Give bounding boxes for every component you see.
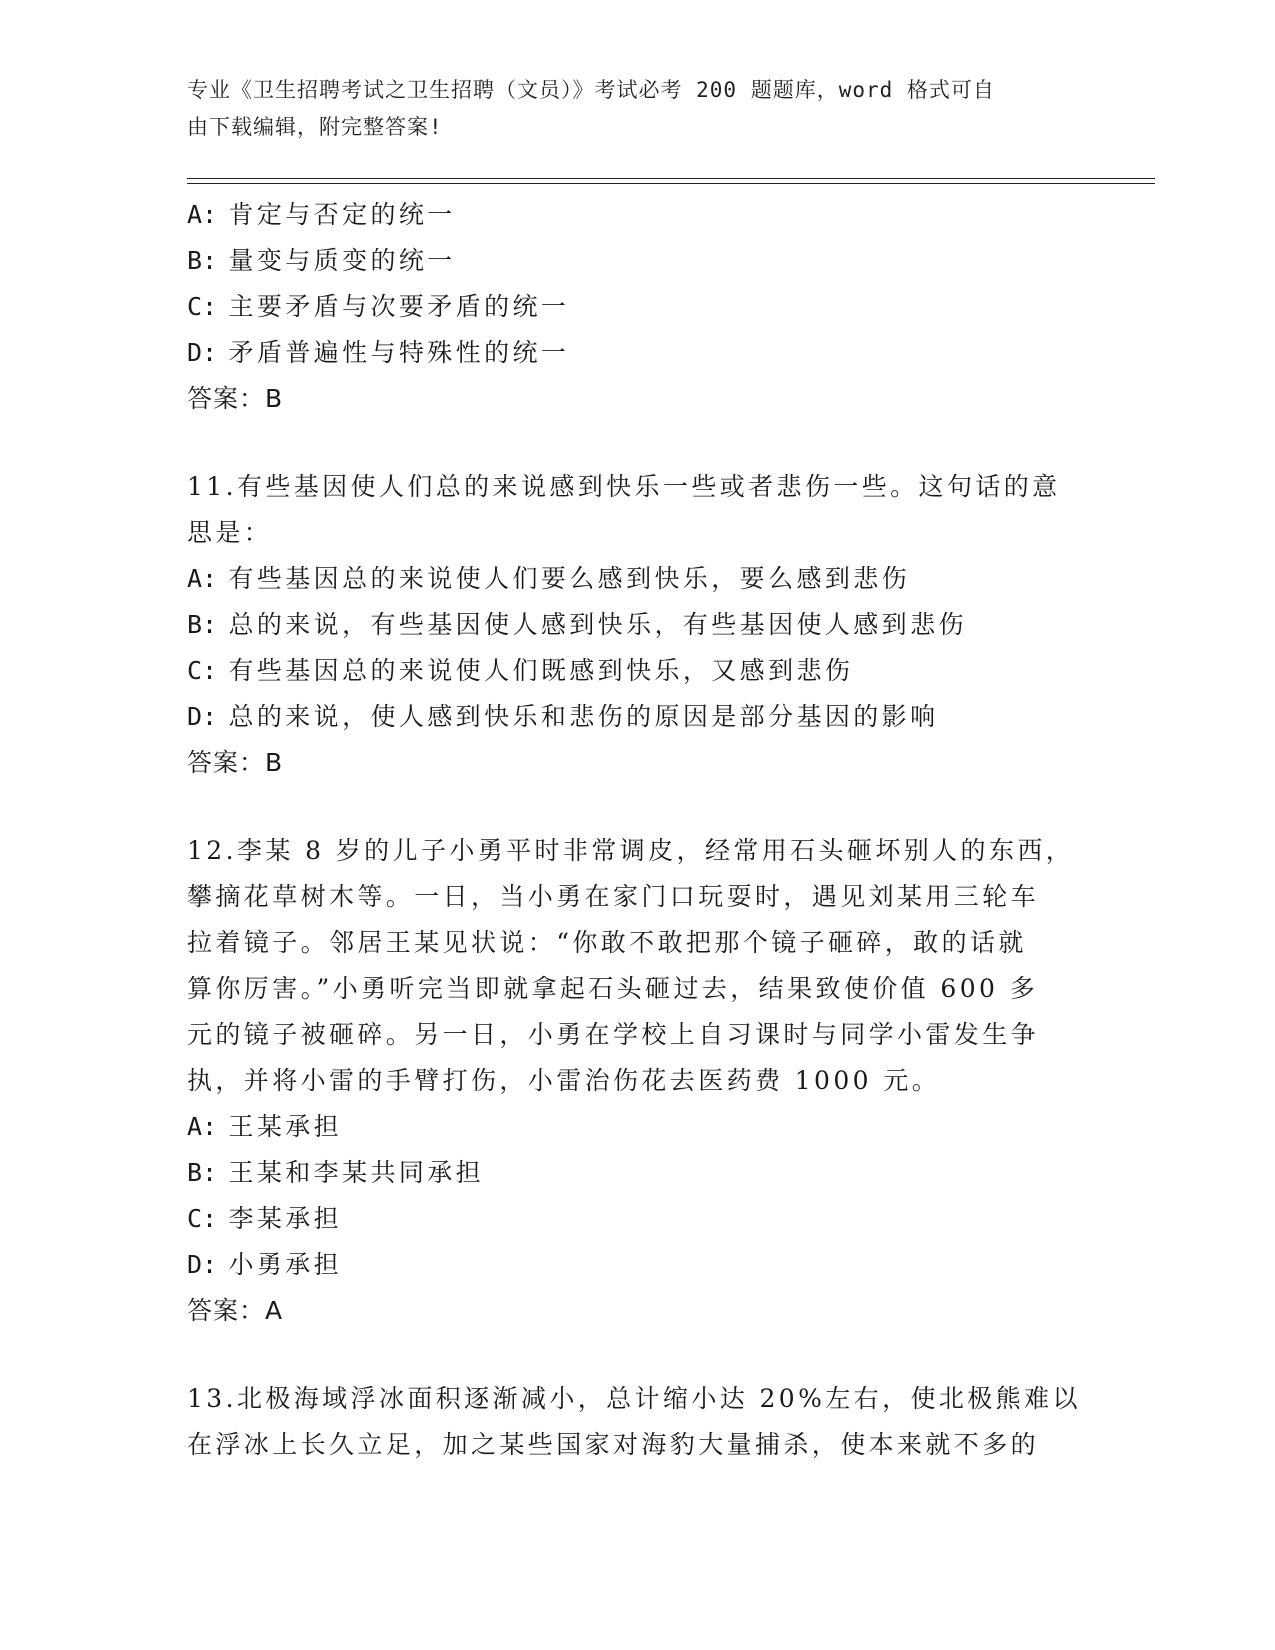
option-c: C: 主要矛盾与次要矛盾的统一 [187,292,570,321]
question-12 [187,828,1075,1334]
option-d: D: 小勇承担 [187,1250,343,1279]
stem-line: 执，并将小雷的手臂打伤，小雷治伤花去医药费 1000 元。 [187,1066,941,1095]
answer: 答案：B [187,384,284,413]
stem-line: 攀摘花草树木等。一日，当小勇在家门口玩耍时，遇见刘某用三轮车 [187,882,1040,911]
question-11 [187,464,1067,786]
option-a: A: 王某承担 [187,1112,343,1141]
stem-line: 在浮冰上长久立足，加之某些国家对海豹大量捕杀，使本来就不多的 [187,1430,1040,1459]
answer: 答案：A [187,1296,284,1325]
stem-line: 11.有些基因使人们总的来说感到快乐一些或者悲伤一些。这句话的意 [187,472,1061,501]
question-stem [187,828,1075,1104]
option-a: A: 有些基因总的来说使人们要么感到快乐，要么感到悲伤 [187,564,911,593]
option-a: A: 肯定与否定的统一 [187,200,456,229]
question-13 [187,1376,1081,1468]
answer: 答案：B [187,748,284,777]
option-c: C: 李某承担 [187,1204,343,1233]
stem-line: 思是： [187,518,273,547]
stem-line: 算你厉害。”小勇听完当即就拿起石头砸过去，结果致使价值 600 多 [187,974,1039,1003]
document-header [187,72,1067,146]
stem-line: 12.李某 8 岁的儿子小勇平时非常调皮，经常用石头砸坏别人的东西， [187,836,1075,865]
header-line-2: 由下载编辑，附完整答案! [187,115,443,139]
question-content [187,192,1081,1468]
option-b: B: 量变与质变的统一 [187,246,456,275]
stem-line: 拉着镜子。邻居王某见状说：“你敢不敢把那个镜子砸碎，敢的话就 [187,928,1027,957]
option-d: D: 矛盾普遍性与特殊性的统一 [187,338,570,367]
option-c: C: 有些基因总的来说使人们既感到快乐，又感到悲伤 [187,656,854,685]
option-d: D: 总的来说，使人感到快乐和悲伤的原因是部分基因的影响 [187,702,939,731]
option-b: B: 王某和李某共同承担 [187,1158,485,1187]
stem-line: 元的镜子被砸碎。另一日，小勇在学校上自习课时与同学小雷发生争 [187,1020,1040,1049]
question-stem [187,464,1067,556]
header-line-1: 专业《卫生招聘考试之卫生招聘（文员）》考试必考 200 题题库，word 格式可自 [187,78,995,102]
question-10 [187,192,1067,422]
option-b: B: 总的来说，有些基因使人感到快乐，有些基因使人感到悲伤 [187,610,967,639]
question-stem [187,1376,1081,1468]
header-rule-top [187,178,1155,179]
header-rule-bottom [187,183,1155,184]
stem-line: 13.北极海域浮冰面积逐渐减小，总计缩小达 20%左右，使北极熊难以 [187,1384,1081,1413]
